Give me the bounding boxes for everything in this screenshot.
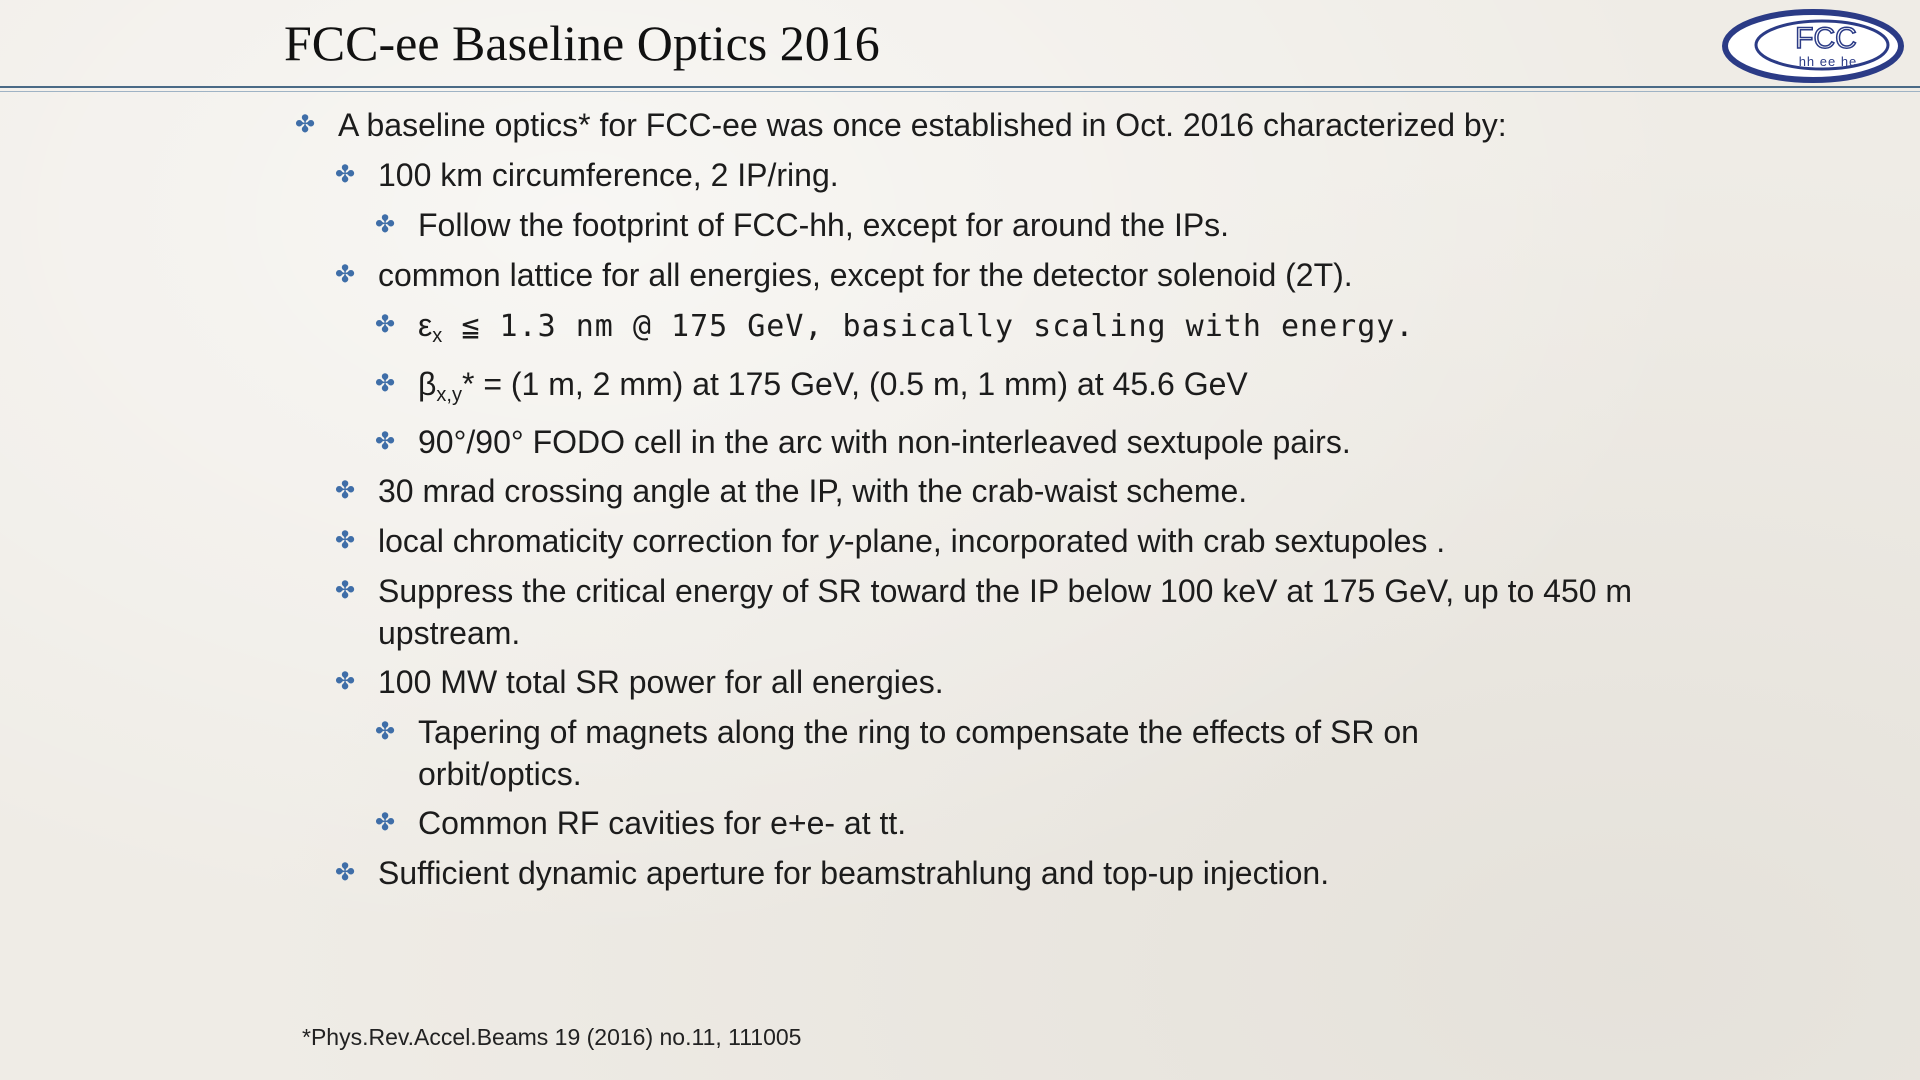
bullet-level-2 bbox=[334, 254, 1353, 296]
bullet-symbol: ε bbox=[418, 307, 433, 343]
bullet-icon: ✤ bbox=[374, 718, 396, 745]
bullet-level-2 bbox=[334, 470, 1248, 512]
bullet-icon: ✤ bbox=[334, 527, 356, 554]
title-divider bbox=[0, 86, 1920, 88]
bullet-icon: ✤ bbox=[294, 111, 316, 138]
bullet-text: 90°/90° FODO cell in the arc with non-interleaved sextupole pairs. bbox=[418, 424, 1351, 460]
bullet-subscript: x bbox=[432, 325, 443, 347]
logo-text-fcc: FCC bbox=[1795, 22, 1857, 55]
bullet-level-3 bbox=[374, 304, 1415, 357]
bullet-symbol: β bbox=[418, 366, 437, 402]
bullet-icon: ✤ bbox=[374, 370, 396, 397]
footnote: *Phys.Rev.Accel.Beams 19 (2016) no.11, 111005 bbox=[302, 1024, 802, 1050]
bullet-level-2 bbox=[334, 570, 1638, 654]
bullet-level-2 bbox=[334, 520, 1446, 562]
bullet-icon: ✤ bbox=[334, 477, 356, 504]
bullet-level-3 bbox=[374, 711, 1568, 795]
bullet-level-3 bbox=[374, 802, 907, 844]
bullet-text: 100 MW total SR power for all energies. bbox=[378, 664, 944, 700]
bullet-icon: ✤ bbox=[374, 211, 396, 238]
bullet-text: Suppress the critical energy of SR toward the IP below 100 keV at 175 GeV, up to 450 m upstream. bbox=[378, 573, 1633, 651]
bullet-level-2 bbox=[334, 154, 839, 196]
bullet-icon: ✤ bbox=[374, 428, 396, 455]
bullet-text: 100 km circumference, 2 IP/ring. bbox=[378, 157, 839, 193]
bullet-text: Sufficient dynamic aperture for beamstrahlung and top-up injection. bbox=[378, 855, 1330, 891]
bullet-text: -plane, incorporated with crab sextupoles . bbox=[843, 523, 1446, 559]
bullet-text: A baseline optics* for FCC-ee was once established in Oct. 2016 characterized by: bbox=[338, 107, 1507, 143]
bullet-text: Tapering of magnets along the ring to compensate the effects of SR on orbit/optics. bbox=[418, 714, 1419, 792]
bullet-level-1 bbox=[294, 104, 1507, 146]
slide-title: FCC-ee Baseline Optics 2016 bbox=[284, 15, 880, 71]
bullet-text: Common RF cavities for e+e- at tt. bbox=[418, 805, 907, 841]
bullet-text: Follow the footprint of FCC-hh, except for around the IPs. bbox=[418, 207, 1230, 243]
bullet-level-2 bbox=[334, 661, 944, 703]
bullet-text-pre: local chromaticity correction for bbox=[378, 523, 828, 559]
bullet-text: ≦ 1.3 nm @ 175 GeV, basically scaling with energy. bbox=[442, 309, 1415, 344]
bullet-subscript: x,y bbox=[436, 384, 462, 406]
bullet-icon: ✤ bbox=[334, 859, 356, 886]
bullet-level-3 bbox=[374, 363, 1248, 416]
bullet-level-2 bbox=[334, 852, 1330, 894]
bullet-icon: ✤ bbox=[334, 261, 356, 288]
bullet-text-italic: y bbox=[827, 523, 844, 559]
bullet-icon: ✤ bbox=[374, 311, 396, 338]
bullet-text: common lattice for all energies, except for the detector solenoid (2T). bbox=[378, 257, 1353, 293]
bullet-level-3 bbox=[374, 421, 1351, 463]
bullet-text: 30 mrad crossing angle at the IP, with the crab-waist scheme. bbox=[378, 473, 1248, 509]
bullet-icon: ✤ bbox=[334, 577, 356, 604]
bullet-icon: ✤ bbox=[334, 161, 356, 188]
bullet-icon: ✤ bbox=[334, 668, 356, 695]
title-divider-thin bbox=[0, 91, 1920, 92]
fcc-logo bbox=[1722, 8, 1904, 84]
bullet-icon: ✤ bbox=[374, 809, 396, 836]
bullet-level-3 bbox=[374, 204, 1230, 246]
logo-text-sub: hh ee he bbox=[1798, 54, 1858, 69]
bullet-text: * = (1 m, 2 mm) at 175 GeV, (0.5 m, 1 mm) at 45.6 GeV bbox=[461, 366, 1248, 402]
